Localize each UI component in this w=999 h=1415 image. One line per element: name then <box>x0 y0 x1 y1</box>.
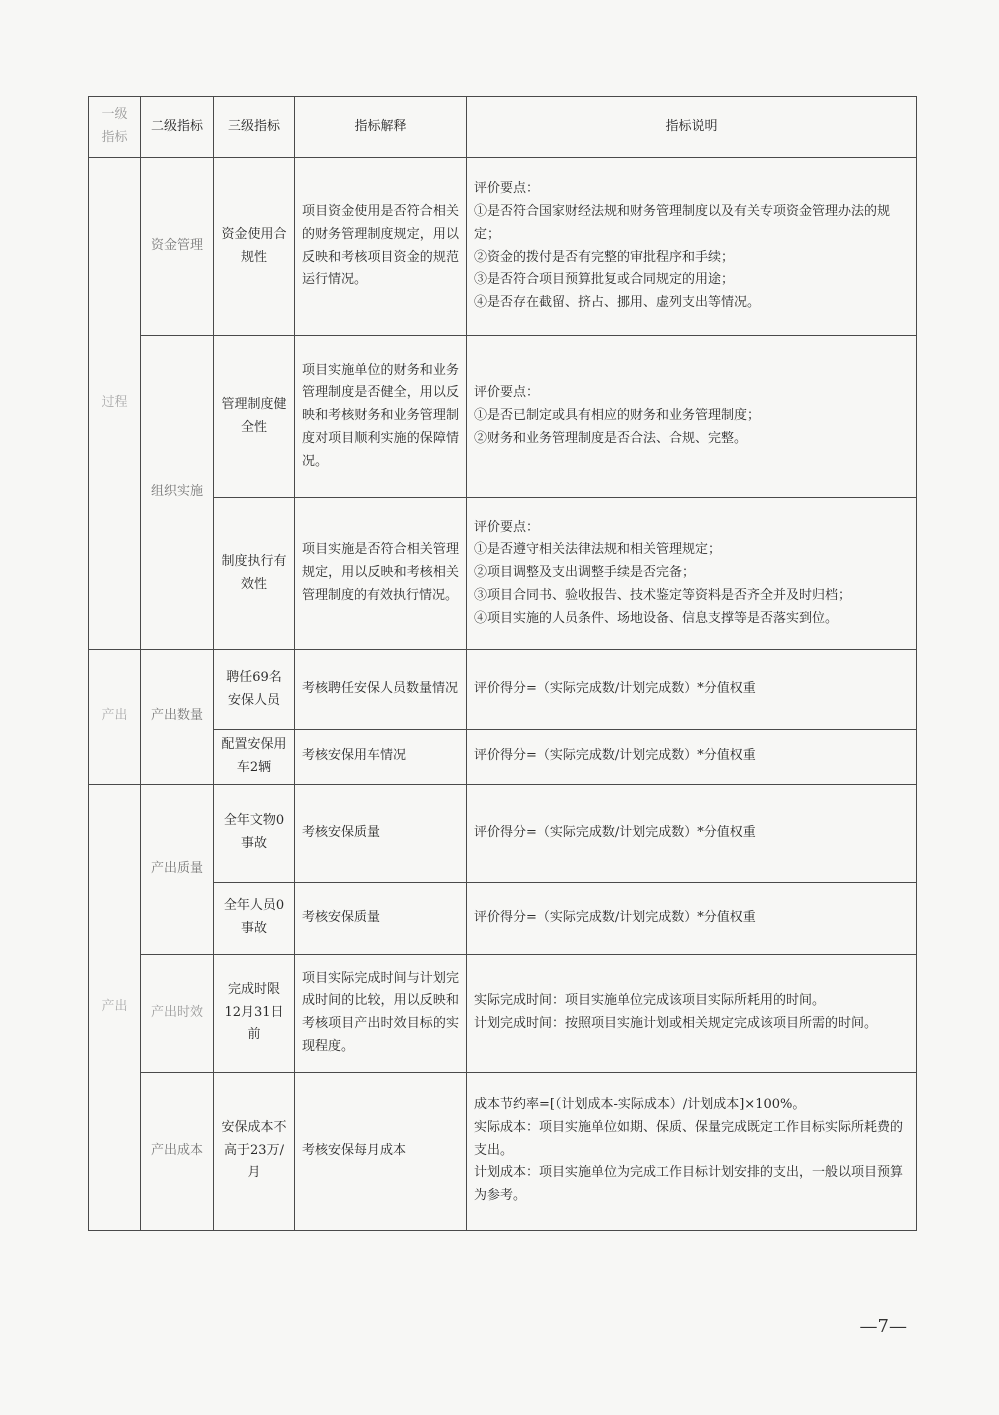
header-level1: 一级指标 <box>89 97 141 158</box>
table-row <box>89 336 917 498</box>
description-cell <box>467 498 917 650</box>
description-line: 评价要点： <box>474 519 540 535</box>
description-line: ③是否符合项目预算批复或合同规定的用途； <box>474 272 735 288</box>
description-line: 实际完成时间：项目实施单位完成该项目实际所耗用的时间。 <box>474 993 826 1009</box>
description-line: 实际成本：项目实施单位如期、保质、保量完成既定工作目标实际所耗费的支出。 <box>474 1119 904 1158</box>
level3-cell: 安保成本不高于23万/月 <box>214 1072 295 1230</box>
table-row <box>89 498 917 650</box>
description-line: 评价得分=（实际完成数/计划完成数）*分值权重 <box>474 681 756 697</box>
table-row <box>89 882 917 954</box>
level1-process: 过程 <box>89 158 141 650</box>
header-level2: 二级指标 <box>141 97 214 158</box>
level3-cell: 全年文物0事故 <box>214 784 295 882</box>
header-level3: 三级指标 <box>214 97 295 158</box>
level3-cell: 资金使用合规性 <box>214 158 295 336</box>
level3-cell: 聘任69名安保人员 <box>214 650 295 730</box>
description-line: ②项目调整及支出调整手续是否完备； <box>474 565 696 581</box>
description-line: 计划成本：项目实施单位为完成工作目标计划安排的支出，一般以项目预算为参考。 <box>474 1165 904 1204</box>
table-row <box>89 158 917 336</box>
description-line: ④项目实施的人员条件、场地设备、信息支撑等是否落实到位。 <box>474 610 839 626</box>
description-line: 评价要点： <box>474 181 540 197</box>
description-line: 成本节约率=[（计划成本-实际成本）/计划成本]×100%。 <box>474 1097 806 1113</box>
level2-cost: 产出成本 <box>141 1072 214 1230</box>
description-cell <box>467 954 917 1072</box>
description-line: 评价得分=（实际完成数/计划完成数）*分值权重 <box>474 909 756 925</box>
level2-quantity: 产出数量 <box>141 650 214 785</box>
level2-timeliness: 产出时效 <box>141 954 214 1072</box>
description-line: ①是否符合国家财经法规和财务管理制度以及有关专项资金管理办法的规定； <box>474 204 891 242</box>
description-line: ④是否存在截留、挤占、挪用、虚列支出等情况。 <box>474 295 761 310</box>
description-line: 评价得分=（实际完成数/计划完成数）*分值权重 <box>474 824 756 840</box>
table-row <box>89 954 917 1072</box>
explanation-cell: 考核安保质量 <box>295 784 467 882</box>
description-line: ①是否遵守相关法律法规和相关管理规定； <box>474 542 722 558</box>
level3-cell: 配置安保用车2辆 <box>214 730 295 785</box>
level3-cell: 制度执行有效性 <box>214 498 295 650</box>
explanation-cell: 考核聘任安保人员数量情况 <box>295 650 467 730</box>
explanation-cell: 考核安保用车情况 <box>295 730 467 785</box>
explanation-cell: 项目实施单位的财务和业务管理制度是否健全，用以反映和考核财务和业务管理制度对项目顺利实施的保障情况。 <box>295 336 467 498</box>
level1-output: 产出 <box>89 650 141 785</box>
table-row <box>89 1072 917 1230</box>
level2-organization: 组织实施 <box>141 336 214 650</box>
description-line: 计划完成时间：按照项目实施计划或相关规定完成该项目所需的时间。 <box>474 1016 878 1031</box>
description-line: 评价得分=（实际完成数/计划完成数）*分值权重 <box>474 748 756 764</box>
description-cell <box>467 882 917 954</box>
description-line: ②财务和业务管理制度是否合法、合规、完整。 <box>474 430 748 446</box>
level3-cell: 完成时限12月31日前 <box>214 954 295 1072</box>
description-cell <box>467 1072 917 1230</box>
description-cell <box>467 336 917 498</box>
explanation-cell: 项目实际完成时间与计划完成时间的比较，用以反映和考核项目产出时效目标的实现程度。 <box>295 954 467 1072</box>
header-description: 指标说明 <box>467 97 917 158</box>
level2-fund-management: 资金管理 <box>141 158 214 336</box>
header-explanation: 指标解释 <box>295 97 467 158</box>
description-line: ②资金的拨付是否有完整的审批程序和手续； <box>474 249 735 265</box>
table-header-row <box>89 97 917 158</box>
description-cell <box>467 158 917 336</box>
explanation-cell: 考核安保质量 <box>295 882 467 954</box>
description-cell <box>467 730 917 785</box>
description-cell <box>467 650 917 730</box>
description-line: 评价要点： <box>474 385 540 401</box>
table-row <box>89 730 917 785</box>
explanation-cell: 项目资金使用是否符合相关的财务管理制度规定，用以反映和考核项目资金的规范运行情况。 <box>295 158 467 336</box>
level2-quality: 产出质量 <box>141 784 214 954</box>
explanation-cell: 考核安保每月成本 <box>295 1072 467 1230</box>
table-row <box>89 650 917 730</box>
level3-cell: 全年人员0事故 <box>214 882 295 954</box>
table-row <box>89 784 917 882</box>
description-line: ③项目合同书、验收报告、技术鉴定等资料是否齐全并及时归档； <box>474 587 852 603</box>
page-number: —7— <box>859 1316 907 1337</box>
level1-output: 产出 <box>89 784 141 1230</box>
description-line: ①是否已制定或具有相应的财务和业务管理制度； <box>474 408 761 424</box>
explanation-cell: 项目实施是否符合相关管理规定，用以反映和考核相关管理制度的有效执行情况。 <box>295 498 467 650</box>
description-cell <box>467 784 917 882</box>
level3-cell: 管理制度健全性 <box>214 336 295 498</box>
performance-indicator-table <box>88 96 917 1231</box>
